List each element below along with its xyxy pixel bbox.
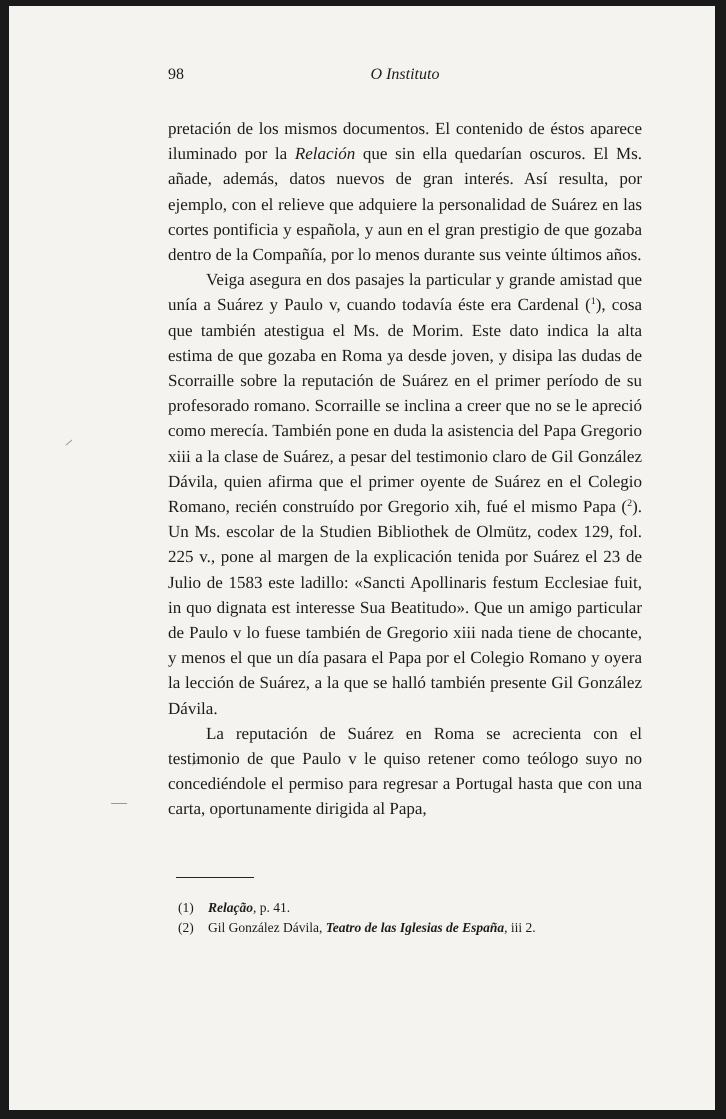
- footnote-1: [178, 898, 648, 918]
- running-title: O Instituto: [370, 66, 440, 83]
- footnote-1-text: , p. 41.: [253, 900, 291, 915]
- footnote-2-italic: Teatro de las Iglesias de España: [325, 920, 505, 935]
- page-number: 98: [168, 66, 184, 83]
- footnote-1-italic: Relação: [208, 900, 253, 915]
- paragraph-3-text: La reputación de Suárez en Roma se acrecienta con el testimonio de que Paulo v le quiso retener como teólogo suyo no concediéndole el permiso para regresar a Portugal hasta que con una carta, oportunamente dirigida al Papa,: [168, 723, 642, 819]
- footnote-2: [178, 918, 648, 938]
- paragraph-3: [168, 721, 642, 822]
- paragraph-2: [168, 267, 642, 721]
- footnote-1-mark: (1): [178, 900, 194, 915]
- footnote-rule: [176, 877, 254, 878]
- paragraph-2-text-a: Veiga asegura en dos pasajes la particular y grande amistad que unía a Suárez y Paulo v, cuando todavía éste era Cardenal (: [168, 270, 642, 315]
- paragraph-1-text: pretación de los mismos documentos. El contenido de éstos aparece iluminado por la: [168, 119, 642, 164]
- margin-mark: [66, 440, 73, 446]
- margin-mark: [111, 803, 127, 804]
- footnote-ref-1: 1: [590, 296, 596, 308]
- page-header: [168, 66, 642, 90]
- relacion-italic: Relación: [294, 144, 356, 164]
- paragraph-1-rest: que sin ella quedarían oscuros. El Ms. añade, además, datos nuevos de gran interés. Así resulta, por ejemplo, con el relieve que adquiere la personalidad de Suárez en las cortes pontificia y española, y aun en el gran prestigio de que gozaba dentro de la Compañía, por lo menos durante sus veinte últimos años.: [168, 144, 643, 265]
- footnote-ref-2: 2: [627, 498, 633, 510]
- paragraph-2-text-c: ). Un Ms. escolar de la Studien Bibliothek de Olmütz, codex 129, fol. 225 v., pone al margen de la explicación tenida por Suárez el 23 de Julio de 1583 este ladillo: «Sancti Apollinaris festum Ecclesiae fuit, in quo dignata est interesse Sua Beatitudo». Que un amigo particular de Paulo v lo fuese también de Gregorio xiii nada tiene de chocante, y menos el que un día pasara el Papa por el Colegio Romano y oyera la lección de Suárez, a la que se halló también presente Gil González Dávila.: [168, 497, 642, 718]
- footnote-2-mark: (2): [178, 920, 194, 935]
- body-text: [168, 116, 642, 822]
- footnote-2-author: Gil González Dávila,: [208, 920, 323, 935]
- paragraph-1: [168, 116, 642, 267]
- paragraph-2-text-b: ), cosa que también atestigua el Ms. de Morim. Este dato indica la alta estima de que gozaba en Roma ya desde joven, y disipa las dudas de Scorraille sobre la reputación de Suárez en el primer período de su profesorado romano. Scorraille se inclina a creer que no se le apreció como merecía. También pone en duda la asistencia del Papa Gregorio xiii a la clase de Suárez, a pesar del testimonio claro de Gil González Dávila, quien afirma que el primer oyente de Suárez en el Colegio Romano, recién construído por Gregorio xih, fué el mismo Papa (: [168, 295, 643, 517]
- footnote-2-text: , iii 2.: [504, 920, 536, 935]
- footnotes: [178, 898, 648, 938]
